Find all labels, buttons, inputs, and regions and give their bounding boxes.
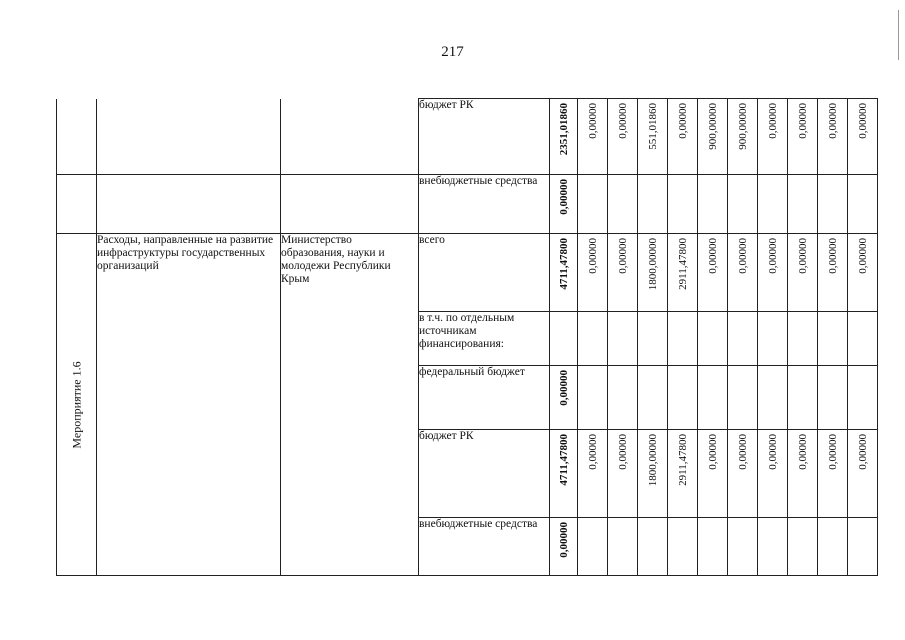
row-label: внебюджетные средства: [419, 175, 550, 234]
row-label: внебюджетные средства: [419, 518, 550, 576]
year-value: 2911,47800: [668, 430, 698, 518]
year-value: 900,00000: [698, 99, 728, 175]
year-value: 900,00000: [728, 99, 758, 175]
row-label: бюджет РК: [419, 99, 550, 175]
year-value: 0,00000: [818, 430, 848, 518]
row-total: 0,00000: [550, 518, 578, 576]
measure-description: Расходы, направленные на развитие инфраструктуры государственных организаций: [97, 234, 281, 576]
row-label: федеральный бюджет: [419, 366, 550, 430]
row-total: 2351,01860: [550, 99, 578, 175]
year-value: 0,00000: [848, 234, 878, 312]
year-value: 0,00000: [758, 234, 788, 312]
year-value: 0,00000: [578, 99, 608, 175]
row-total: 0,00000: [550, 366, 578, 430]
measure-label-cell: [57, 234, 97, 576]
year-value: 0,00000: [788, 430, 818, 518]
year-value: 551,01860: [638, 99, 668, 175]
year-value: 0,00000: [578, 430, 608, 518]
year-value: 1800,00000: [638, 234, 668, 312]
year-value: 0,00000: [818, 99, 848, 175]
year-value: 0,00000: [698, 430, 728, 518]
financing-table: [56, 98, 878, 576]
year-value: 1800,00000: [638, 430, 668, 518]
row-total: 0,00000: [550, 175, 578, 234]
page-number: 217: [441, 44, 464, 60]
measure-executor: Министерство образования, науки и молодежи Республики Крым: [281, 234, 419, 576]
row-total: 4711,47800: [550, 430, 578, 518]
row-label: бюджет РК: [419, 430, 550, 518]
year-value: 0,00000: [728, 234, 758, 312]
year-value: 0,00000: [758, 99, 788, 175]
table-row: [57, 99, 878, 175]
year-value: 0,00000: [758, 430, 788, 518]
year-value: 0,00000: [728, 430, 758, 518]
year-value: 0,00000: [698, 234, 728, 312]
row-label: всего: [419, 234, 550, 312]
row-label: в т.ч. по отдельным источникам финансирования:: [419, 312, 550, 366]
year-value: 0,00000: [578, 234, 608, 312]
year-value: 0,00000: [848, 99, 878, 175]
row-total: 4711,47800: [550, 234, 578, 312]
page-edge-line: [898, 10, 899, 60]
year-value: 2911,47800: [668, 234, 698, 312]
year-value: 0,00000: [668, 99, 698, 175]
year-value: 0,00000: [608, 99, 638, 175]
year-value: 0,00000: [788, 99, 818, 175]
table-row: [57, 234, 878, 312]
year-value: 0,00000: [818, 234, 848, 312]
year-value: 0,00000: [608, 430, 638, 518]
year-value: 0,00000: [788, 234, 818, 312]
table-row: [57, 175, 878, 234]
year-value: 0,00000: [608, 234, 638, 312]
measure-label: Мероприятие 1.6: [69, 360, 83, 449]
year-value: 0,00000: [848, 430, 878, 518]
